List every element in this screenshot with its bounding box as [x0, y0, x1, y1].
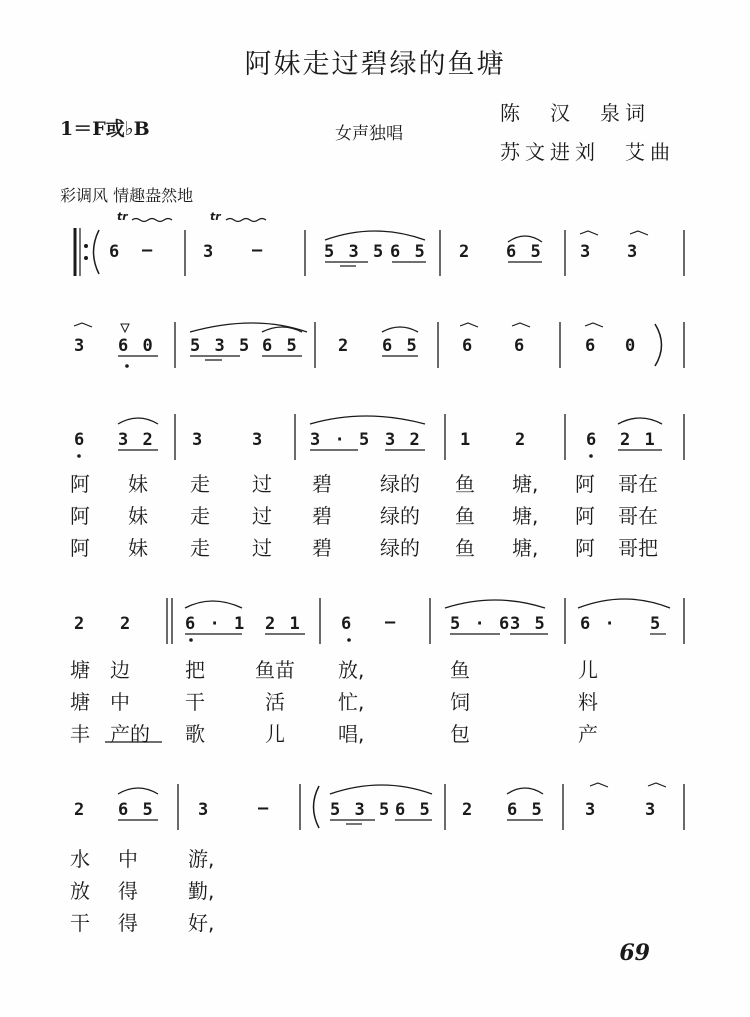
note-group: 6 · 1 — [185, 614, 247, 634]
key-signature: 1＝F或♭B — [60, 118, 150, 140]
lyric: 阿 — [70, 472, 90, 496]
lyric: 阿 — [70, 504, 90, 528]
lyric: 阿 — [70, 536, 90, 560]
lyric: 把 — [185, 658, 205, 682]
note-group: 0 — [625, 336, 638, 356]
lyric: 哥把 — [618, 536, 658, 560]
composer-credit: 苏文进刘 艾曲 — [500, 140, 675, 164]
lyric: 妹 — [128, 536, 148, 560]
lyric: 妹 — [128, 472, 148, 496]
lyric: 阿 — [575, 472, 595, 496]
note-group: 2 — [338, 336, 351, 356]
note-group: 6 — [74, 430, 87, 450]
trill-mark: tr — [210, 210, 221, 223]
lyric: 走 — [190, 536, 210, 560]
lyric: 走 — [190, 504, 210, 528]
lyric: 塘 — [70, 690, 90, 714]
note-group: 6 5 — [395, 800, 432, 820]
lyric: 绿的 — [380, 504, 420, 528]
lyric: 中 — [118, 847, 138, 871]
lyric: 得 — [118, 879, 138, 903]
lyric: 绿的 — [380, 472, 420, 496]
note-group: 2 — [515, 430, 528, 450]
note-group: 6 — [462, 336, 475, 356]
lyric: 妹 — [128, 504, 148, 528]
lyric: 包 — [450, 722, 470, 746]
lyric: 唱, — [338, 722, 365, 746]
note-group: 6 5 — [506, 242, 543, 262]
note-group: 2 — [74, 800, 87, 820]
lyric: 边 — [110, 658, 130, 682]
note-group: 3 — [198, 800, 211, 820]
note-group: 6 5 — [390, 242, 427, 262]
lyric: 阿 — [575, 504, 595, 528]
lyric: 阿 — [575, 536, 595, 560]
lyric: 碧 — [312, 472, 332, 496]
lyric: 放 — [70, 879, 90, 903]
lyric: 儿 — [578, 658, 598, 682]
lyric: 鱼 — [455, 504, 475, 528]
note-group: 6 5 — [507, 800, 544, 820]
note-group: 3 2 — [385, 430, 422, 450]
note-group: 2 1 — [620, 430, 657, 450]
lyric: 绿的 — [380, 536, 420, 560]
note-group: 2 1 — [265, 614, 302, 634]
lyric: 干 — [70, 911, 90, 935]
lyric: 好, — [188, 911, 215, 935]
note-group: 3 — [252, 430, 265, 450]
lyric: 鱼苗 — [255, 658, 295, 682]
note-group: 6 — [514, 336, 527, 356]
lyric: 鱼 — [455, 536, 475, 560]
lyric: 鱼 — [455, 472, 475, 496]
lyric: 过 — [252, 472, 272, 496]
page-number: 69 — [619, 940, 650, 966]
note-group: 6 — [586, 430, 599, 450]
note-group: 3 — [203, 242, 216, 262]
note-group: 5 3 5 — [330, 800, 392, 820]
lyric: 忙, — [338, 690, 365, 714]
lyric: 产 — [578, 722, 598, 746]
lyric: 过 — [252, 536, 272, 560]
note-group: – — [258, 798, 271, 818]
note-group: 2 — [462, 800, 475, 820]
lyric: 碧 — [312, 536, 332, 560]
note-group: 2 — [74, 614, 87, 634]
lyric: 勤, — [188, 879, 215, 903]
lyric: 水 — [70, 847, 90, 871]
note-group: 6 — [109, 242, 122, 262]
lyric: 饲 — [450, 690, 470, 714]
lyric: 料 — [578, 690, 598, 714]
lyricist-credit: 陈 汉 泉词 — [500, 101, 650, 125]
note-group: – — [385, 612, 398, 632]
note-group: 3 · 5 — [310, 430, 372, 450]
lyric: 儿 — [265, 722, 285, 746]
note-group: 6 0 — [118, 336, 155, 356]
lyric: 哥在 — [618, 472, 658, 496]
lyric: 碧 — [312, 504, 332, 528]
note-group: 3 — [585, 800, 598, 820]
note-group: 6 5 — [118, 800, 155, 820]
note-group: – — [252, 240, 265, 260]
note-group: – — [142, 240, 155, 260]
note-group: 3 — [192, 430, 205, 450]
note-group: 2 — [120, 614, 133, 634]
note-group: 3 2 — [118, 430, 155, 450]
lyric: 游, — [188, 847, 215, 871]
note-group: 2 — [459, 242, 472, 262]
lyric: 走 — [190, 472, 210, 496]
note-group: 3 — [580, 242, 593, 262]
trill-mark: tr — [117, 210, 128, 223]
note-group: 3 — [627, 242, 640, 262]
note-group: 5 · 6 — [450, 614, 512, 634]
note-group: 5 3 5 — [190, 336, 252, 356]
performance-type: 女声独唱 — [335, 124, 403, 144]
note-group: 6 — [585, 336, 598, 356]
lyric: 歌 — [185, 722, 205, 746]
lyric: 塘, — [512, 536, 539, 560]
note-group: 6 5 — [262, 336, 299, 356]
lyric: 得 — [118, 911, 138, 935]
lyric: 干 — [185, 690, 205, 714]
lyric: 丰 — [70, 722, 90, 746]
lyric: 中 — [110, 690, 130, 714]
note-group: 6 — [341, 614, 354, 634]
lyric: 活 — [265, 690, 285, 714]
note-group: 6 5 — [382, 336, 419, 356]
note-group: 5 3 5 — [324, 242, 386, 262]
note-group: 6 · — [580, 614, 617, 634]
lyric: 放, — [338, 658, 365, 682]
lyric: 塘, — [512, 504, 539, 528]
note-group: 3 — [74, 336, 87, 356]
note-group: 1 — [460, 430, 473, 450]
note-group: 5 — [650, 614, 663, 634]
lyric: 哥在 — [618, 504, 658, 528]
song-title: 阿妹走过碧绿的鱼塘 — [244, 49, 506, 80]
note-group: 3 — [645, 800, 658, 820]
tempo-marking: 彩调风 情趣盎然地 — [60, 186, 194, 205]
lyric: 产的 — [110, 722, 150, 746]
lyric: 过 — [252, 504, 272, 528]
lyric: 塘 — [70, 658, 90, 682]
lyric: 塘, — [512, 472, 539, 496]
lyric: 鱼 — [450, 658, 470, 682]
note-group: 3 5 — [510, 614, 547, 634]
